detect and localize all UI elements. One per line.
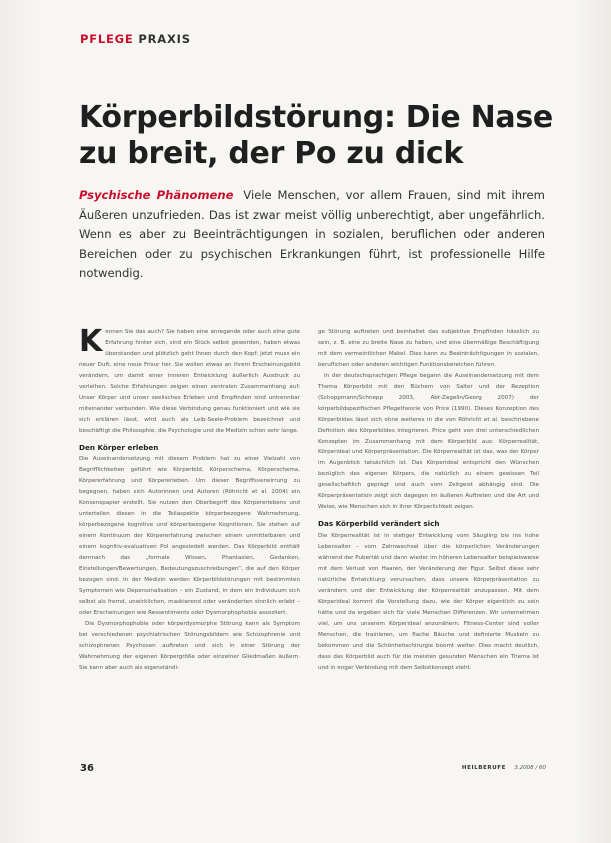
body-paragraph [79, 324, 300, 437]
page-footer [80, 763, 546, 777]
body-paragraph: Die Dysmorphophobie oder körperdysmorphe Störung kann als Symptom bei verschiedenen psychiatrischen Störungsbildern wie Schizophrenie und schizophrenen Psychosen auftreten und sich in einer Störung der Wahrnehmung der eigenen Körpergröße oder einzelner Gliedmaßen äußern. Sie kann aber auch als eigenständi- [79, 620, 300, 671]
headline-line2: zu breit, der Po zu dick [79, 136, 464, 171]
subheading: Den Körper erleben [79, 442, 159, 452]
lead-kicker: Psychische Phänomene [79, 188, 234, 202]
body-paragraph: Die Auseinandersetzung mit diesem Problem hat zu einer Vielzahl von Begrifflichkeiten geführt wie Körperbild, Körperschema, Körperschema, Körpererfahrung und Körpererleben. Um dieser Begriffsverwirrung zu begegnen, haben sich Autorinnen und Autoren (Röhricht et al. 2004) ein Konsenspapier erstellt. Sie nutzen den Oberbegriff des Körpererlebens und unterteilen diesen in die Teilaspekte körperbezogene Wahrnehmung, körperbezogene kognitive und körperbezogene Kognitionen. Sie stehen auf einem Kontinuum der Körpererfahrung zwischen einem unmittelbaren und einem kognitiv-evaluativen Pol angesiedelt werden. Das Körperbild enthält demnach das „formale Wissen, Phantasien, Gedanken, Einstellungen/Bewertungen, Bedeutungszuschreibungen“, die auf den Körper bezogen sind. In der Medizin werden Körperbildstörungen mit bestimmten Symptomen wie Depersonalisation – ein Zustand, in dem ein Individuum sich selbst als fremd, unwirklichen, maskierend oder veränderten sinnlich erlebt – oder Erscheinungen wie Ressentiments oder Dysmorphophobie assoziiert. [79, 456, 300, 616]
lead-text: Viele Menschen, vor allem Frauen, sind mit ihrem Äußeren unzufrieden. Das ist zwar meist völlig unberechtigt, aber ungefährlich. Wenn es aber zu Beeinträchtigungen in sozialen, beruflichen oder anderen Bereichen oder zu psychischen Erkrankungen führt, ist professionelle Hilfe notwendig. [79, 188, 545, 280]
body-paragraph: Die Körperrealität ist in stetiger Entwicklung vom Säugling bis ins hohe Lebensalter – vom Zahnwechsel über die körperlichen Veränderungen während der Pubertät und dann wieder im höheren Lebensalter beispielsweise mit dem Verlust von Haaren, der Veränderung der Figur. Selbst diese sehr natürliche Entwicklung verursachen, dass unsere Körperpräsentation zu verändern und der Entwicklung der Körperrealität anzupassen. Mit dem Körperideal kommt die Vorstellung dazu, wie der Körper eigentlich zu sein hätte und da ergeben sich für viele Menschen Differenzen. Wir unternehmen viel, um uns unserem Körperideal anzunähern. Fitness-Center sind voller Menschen, die trainieren, um flache Bäuche und definierte Muskeln zu bekommen und die Schönheitschirurgie boomt weiter. Dies macht deutlich, dass das Körperbild auch für die meisten gesunden Menschen ein Thema ist und in enger Verbindung mit dem Selbstkonzept steht. [318, 533, 539, 671]
body-paragraph: ge Störung auftreten und beinhaltet das subjektive Empfinden hässlich zu sein, z. B. eine zu breite Nase zu haben, und eine übermäßige Beschäftigung mit dem vermeintlichen Makel. Dies kann zu Beeinträchtigungen in sozialen, beruflichen oder anderen wichtigen Funktionsbereichen führen. [318, 329, 539, 368]
article-headline [79, 100, 559, 172]
headline-line1: Körperbildstörung: Die Nase [79, 100, 553, 135]
rubric-part1: PFLEGE [80, 32, 134, 46]
paragraph-text: ennen Sie das auch? Sie haben eine anregende oder auch eine gute Erfahrung hinter sich, sind ein Stück selbst geworden, haben etwas überstanden und plötzlich geht Ihnen durch den Kopf: jetzt muss ein neuer Duft, eine neue Frisur her. Sie wollen etwas an ihrem Erscheinungsbild verändern, um damit einer inneren Entwicklung äußerlich Ausdruck zu verleihen. Solche Erfahrungen zeigen einen zentralen Zusammenhang auf: Unser Körper und unser seelisches Erleben und Empfinden sind untrennbar miteinander verbunden. Wie diese Verbindung genau funktioniert und wie sie sich erklären lässt, wird auch als Leib-Seele-Problem bezeichnet und beschäftigt die Philosophie, die Psychologie und die Medizin schon sehr lange. [79, 329, 300, 434]
article-lead [79, 186, 545, 284]
body-column-left [79, 324, 300, 674]
section-rubric [80, 32, 191, 46]
dropcap: K [79, 324, 103, 359]
page-number: 36 [80, 763, 94, 774]
subheading: Das Körperbild verändert sich [318, 519, 440, 529]
body-paragraph: In der deutschsprachigen Pflege begann die Auseinandersetzung mit dem Thema Körperbild mit den Büchern von Salter und der Rezeption (Schoppmann/Schnepp 2003, Abt-Zegelin/Georg 2007) der körperbildspezifischen Pflegetheorie von Price (1990). Dieses Konzeption des Körperbildes lässt sich ohne weiteres in die von Röhricht et al. beschriebene Definition des Körperbildes integrieren. Price geht von drei unterschiedlichen Konzepten im Zusammenhang mit dem Körperbild aus: Körperrealität, Körperideal und Körperpräsentation. Die Körperrealität ist das, was der Körper im Augenblick tatsächlich ist. Das Körperideal entspricht den Wünschen bezüglich des eigenen Körpers, die natürlich zu einem gewissen Teil gesellschaftlich geprägt und auch vom Zeitgeist abhängig sind. Die Körperpräsentation zeigt sich dagegen im äußeren Auftreten und die Art und Weise, wie Menschen sich in ihrer Körperlichkeit zeigen. [318, 372, 539, 511]
issue-number: 3.2008 / 60 [514, 765, 546, 771]
rubric-part2: PRAXIS [138, 32, 191, 46]
body-column-right [318, 327, 539, 674]
magazine-name: HEILBERUFE [461, 765, 506, 771]
